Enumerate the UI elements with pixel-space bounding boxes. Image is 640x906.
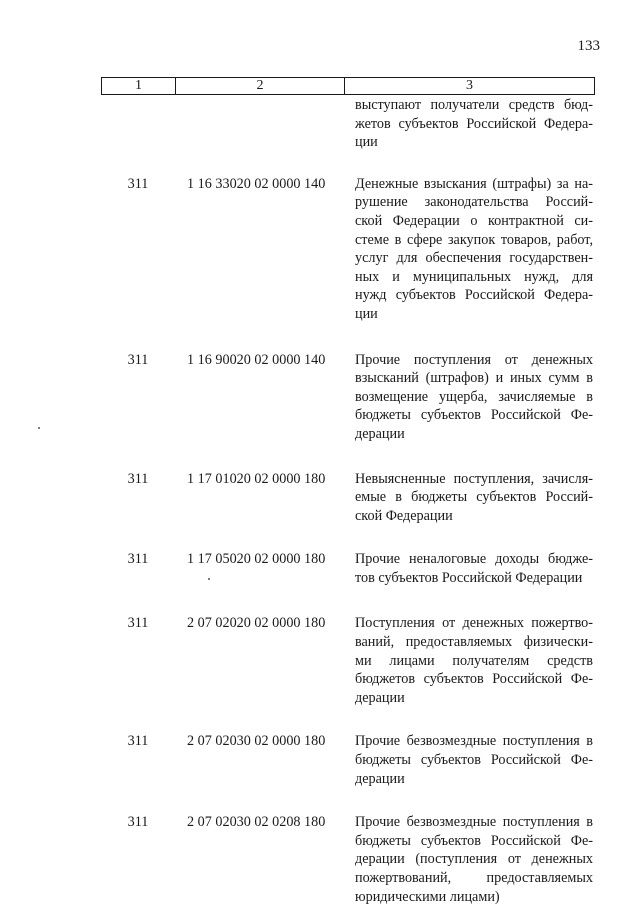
description-line: бюджеты субъектов Российской Фе- xyxy=(355,407,593,424)
description-line: Денежные взыскания (штрафы) за на- xyxy=(355,175,593,192)
description-line: дерации xyxy=(355,689,405,706)
description-line: юридическими лицами) xyxy=(355,888,500,905)
table-row xyxy=(101,732,593,788)
description-line: Прочие безвозмездные поступления в xyxy=(355,814,593,831)
admin-code-cell: 311 xyxy=(127,351,149,368)
description-line: выступают получатели средств бюд- xyxy=(355,97,593,113)
admin-code-cell: 311 xyxy=(127,814,149,831)
description-line: пожертвований, предоставляемых xyxy=(355,870,593,886)
description-line: возмещение ущерба, зачисляемые в xyxy=(355,388,593,405)
description-line: Прочие безвозмездные поступления в xyxy=(355,733,593,750)
revenue-description-cell xyxy=(355,813,593,906)
description-line: Невыясненные поступления, зачисля- xyxy=(355,470,593,487)
admin-code-cell xyxy=(101,96,175,152)
column-header-row xyxy=(101,77,595,95)
admin-code-cell: 311 xyxy=(127,615,149,632)
description-line: ской Федерации xyxy=(355,507,453,524)
revenue-description-cell xyxy=(355,614,593,707)
description-line: дерации xyxy=(355,425,405,442)
description-line: Поступления от денежных пожертво- xyxy=(355,615,593,632)
table-body xyxy=(101,96,593,906)
budget-classification-code-cell: 2 07 02020 02 0000 180 xyxy=(187,615,326,632)
table-row xyxy=(101,813,593,906)
scan-speck xyxy=(208,578,210,580)
budget-classification-code-cell: 2 07 02030 02 0208 180 xyxy=(187,814,326,831)
revenue-description-cell xyxy=(355,470,593,526)
description-line: ваний, предоставляемых физически- xyxy=(355,634,593,651)
budget-classification-code-cell: 1 16 33020 02 0000 140 xyxy=(187,175,326,192)
page-number: 133 xyxy=(577,38,600,54)
description-line: Прочие неналоговые доходы бюдже- xyxy=(355,551,593,568)
description-line: Прочие поступления от денежных xyxy=(355,351,593,368)
column-header-1: 1 xyxy=(102,78,176,94)
revenue-description-cell xyxy=(355,550,593,587)
description-line: взысканий (штрафов) и иных сумм в xyxy=(355,370,593,387)
table-row xyxy=(101,470,593,526)
description-line: бюджетов субъектов Российской Фе- xyxy=(355,671,593,688)
table-row xyxy=(101,351,593,444)
admin-code-cell: 311 xyxy=(127,470,149,487)
budget-classification-code-cell xyxy=(175,96,351,152)
description-line: емые в бюджеты субъектов Россий- xyxy=(355,489,593,506)
admin-code-cell: 311 xyxy=(127,733,149,750)
description-line: бюджеты субъектов Российской Фе- xyxy=(355,752,593,769)
budget-classification-code-cell: 1 16 90020 02 0000 140 xyxy=(187,351,326,368)
admin-code-cell: 311 xyxy=(127,175,149,192)
table-row xyxy=(101,614,593,707)
description-line: жетов субъектов Российской Федера- xyxy=(355,115,593,132)
column-header-3: 3 xyxy=(466,78,473,93)
description-line: ми лицами получателям средств xyxy=(355,652,593,669)
column-header-2: 2 xyxy=(176,78,345,94)
description-line: ции xyxy=(355,305,378,322)
description-line: тов субъектов Российской Федерации xyxy=(355,569,583,586)
description-line: рушение законодательства Россий- xyxy=(355,194,593,211)
revenue-description-cell xyxy=(355,732,593,788)
admin-code-cell: 311 xyxy=(127,551,149,568)
revenue-description-cell xyxy=(355,351,593,444)
revenue-description-cell xyxy=(355,96,593,152)
revenue-description-cell xyxy=(355,175,593,324)
budget-classification-code-cell: 1 17 01020 02 0000 180 xyxy=(187,470,326,487)
description-line: ных и муниципальных нужд, для xyxy=(355,268,593,285)
table-row xyxy=(101,96,593,152)
table-row xyxy=(101,550,593,587)
description-line: бюджеты субъектов Российской Фе- xyxy=(355,832,593,849)
scan-speck xyxy=(38,427,40,429)
description-line: ской Федерации о контрактной си- xyxy=(355,212,593,229)
description-line: дерации (поступления от денежных xyxy=(355,851,593,868)
budget-classification-code-cell: 1 17 05020 02 0000 180 xyxy=(187,551,326,568)
table-row xyxy=(101,175,593,324)
budget-classification-code-cell: 2 07 02030 02 0000 180 xyxy=(187,733,326,750)
description-line: дерации xyxy=(355,770,405,787)
description-line: ции xyxy=(355,134,378,151)
description-line: нужд субъектов Российской Федера- xyxy=(355,287,593,304)
description-line: услуг для обеспечения государствен- xyxy=(355,250,593,267)
description-line: стеме в сфере закупок товаров, работ, xyxy=(355,231,593,248)
